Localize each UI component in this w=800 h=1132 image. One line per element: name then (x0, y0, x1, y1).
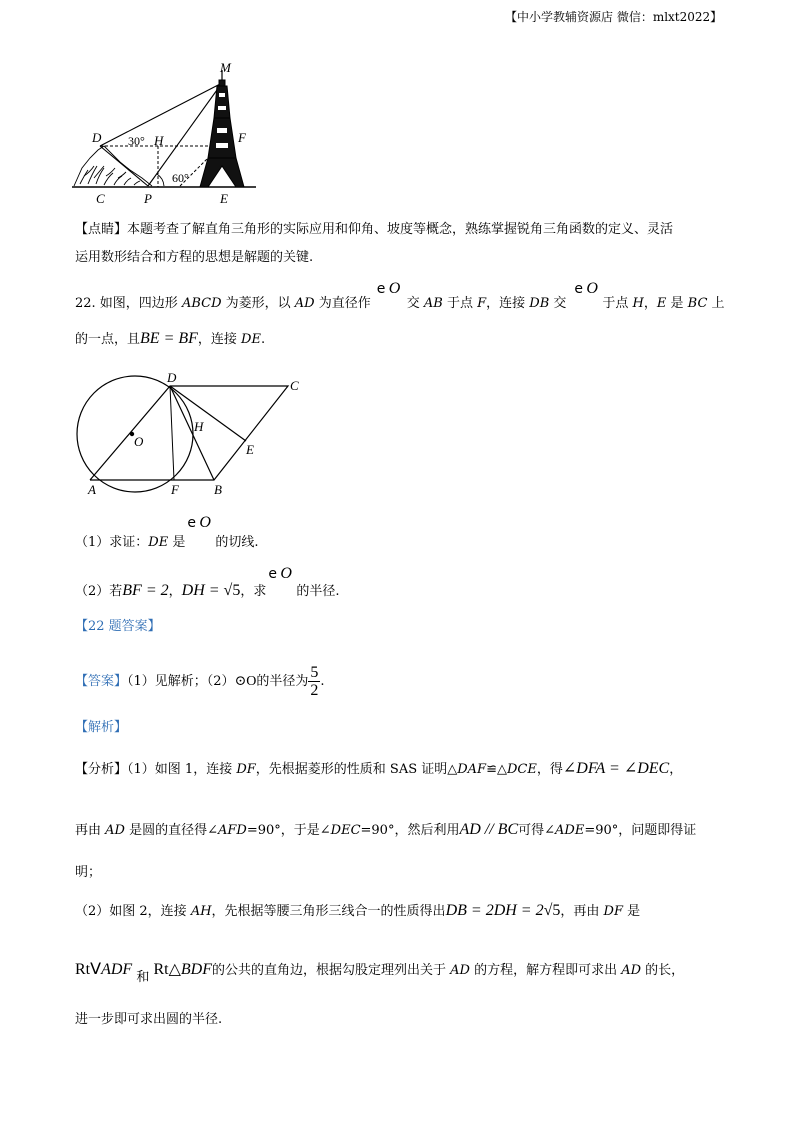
fig2-label-D: D (167, 370, 177, 385)
answer-line: 【答案】（1）见解析；（2）⊙O的半径为 $\frac{5}{2}$ . (75, 664, 325, 699)
analysis-tag: 【分析】 (75, 762, 128, 777)
fig2-label-O: O (134, 434, 144, 449)
part-1: （1）求证：DE 是 e O 的切线. (75, 514, 259, 550)
label-D: D (92, 130, 102, 145)
label-E: E (220, 191, 228, 206)
answer-tag: 【答案】 (75, 674, 128, 689)
fig2-label-F: F (171, 482, 179, 497)
answer-header: 【22 题答案】 (75, 619, 161, 634)
label-H: H (154, 133, 164, 148)
comment-line-2: 运用数形结合和方程的思想是解题的关键. (75, 250, 314, 265)
comment-tag: 【点睛】 (75, 222, 128, 237)
fig2-label-B: B (214, 482, 222, 497)
header-watermark: 【中小学教辅资源店 微信：mlxt2022】 (505, 10, 723, 24)
label-60deg: 60° (172, 171, 189, 185)
analysis-line-6: 进一步即可求出圆的半径. (75, 1012, 223, 1027)
rhombus-circle-figure (70, 368, 310, 500)
analysis-line-2: 再由 AD 是圆的直径得∠AFD=90°，于是∠DEC=90°，然后利用AD // BC可得∠ADE=90°，问题即得证 (75, 821, 697, 838)
question-line-1: 22. 如图，四边形 ABCD 为菱形，以 AD 为直径作 e O 交 AB 于点 F，连接 DB 交 e O 于点 H，E 是 BC 上 (75, 284, 725, 324)
fig2-label-H: H (194, 419, 204, 434)
fig2-label-A: A (88, 482, 96, 497)
label-P: P (144, 191, 152, 206)
analysis-header: 【解析】 (75, 720, 128, 735)
question-line-2: 的一点，且BE = BF，连接 DE. (75, 330, 266, 347)
label-C: C (96, 191, 105, 206)
answer-fraction: $\frac{5}{2}$ (310, 664, 319, 699)
label-M: M (220, 60, 231, 75)
label-30deg: 30° (128, 134, 145, 148)
fig2-label-E: E (246, 442, 254, 457)
tower-figure (60, 58, 270, 208)
analysis-line-1: 【分析】（1）如图 1，连接 DF，先根据菱形的性质和 SAS 证明△DAF≌△DCE，得∠DFA = ∠DEC， (75, 760, 683, 777)
analysis-line-4: （2）如图 2，连接 AH，先根据等腰三角形三线合一的性质得出DB = 2DH = 2√5，再由 DF 是 (75, 902, 641, 919)
analysis-line-5: RtVADF 和 Rt△BDF的公共的直角边，根据勾股定理列出关于 AD 的方程，解方程即可求出 AD 的长， (75, 959, 685, 985)
fig2-label-C: C (290, 378, 299, 393)
circle-symbol: e (376, 281, 386, 297)
part-2: （2）若BF = 2，DH = √5，求 e O 的半径. (75, 565, 340, 599)
label-F: F (238, 130, 246, 145)
analysis-line-3: 明； (75, 865, 102, 880)
comment-line-1: 【点睛】本题考查了解直角三角形的实际应用和仰角、坡度等概念，熟练掌握锐角三角函数的定义、灵活 (75, 222, 674, 237)
